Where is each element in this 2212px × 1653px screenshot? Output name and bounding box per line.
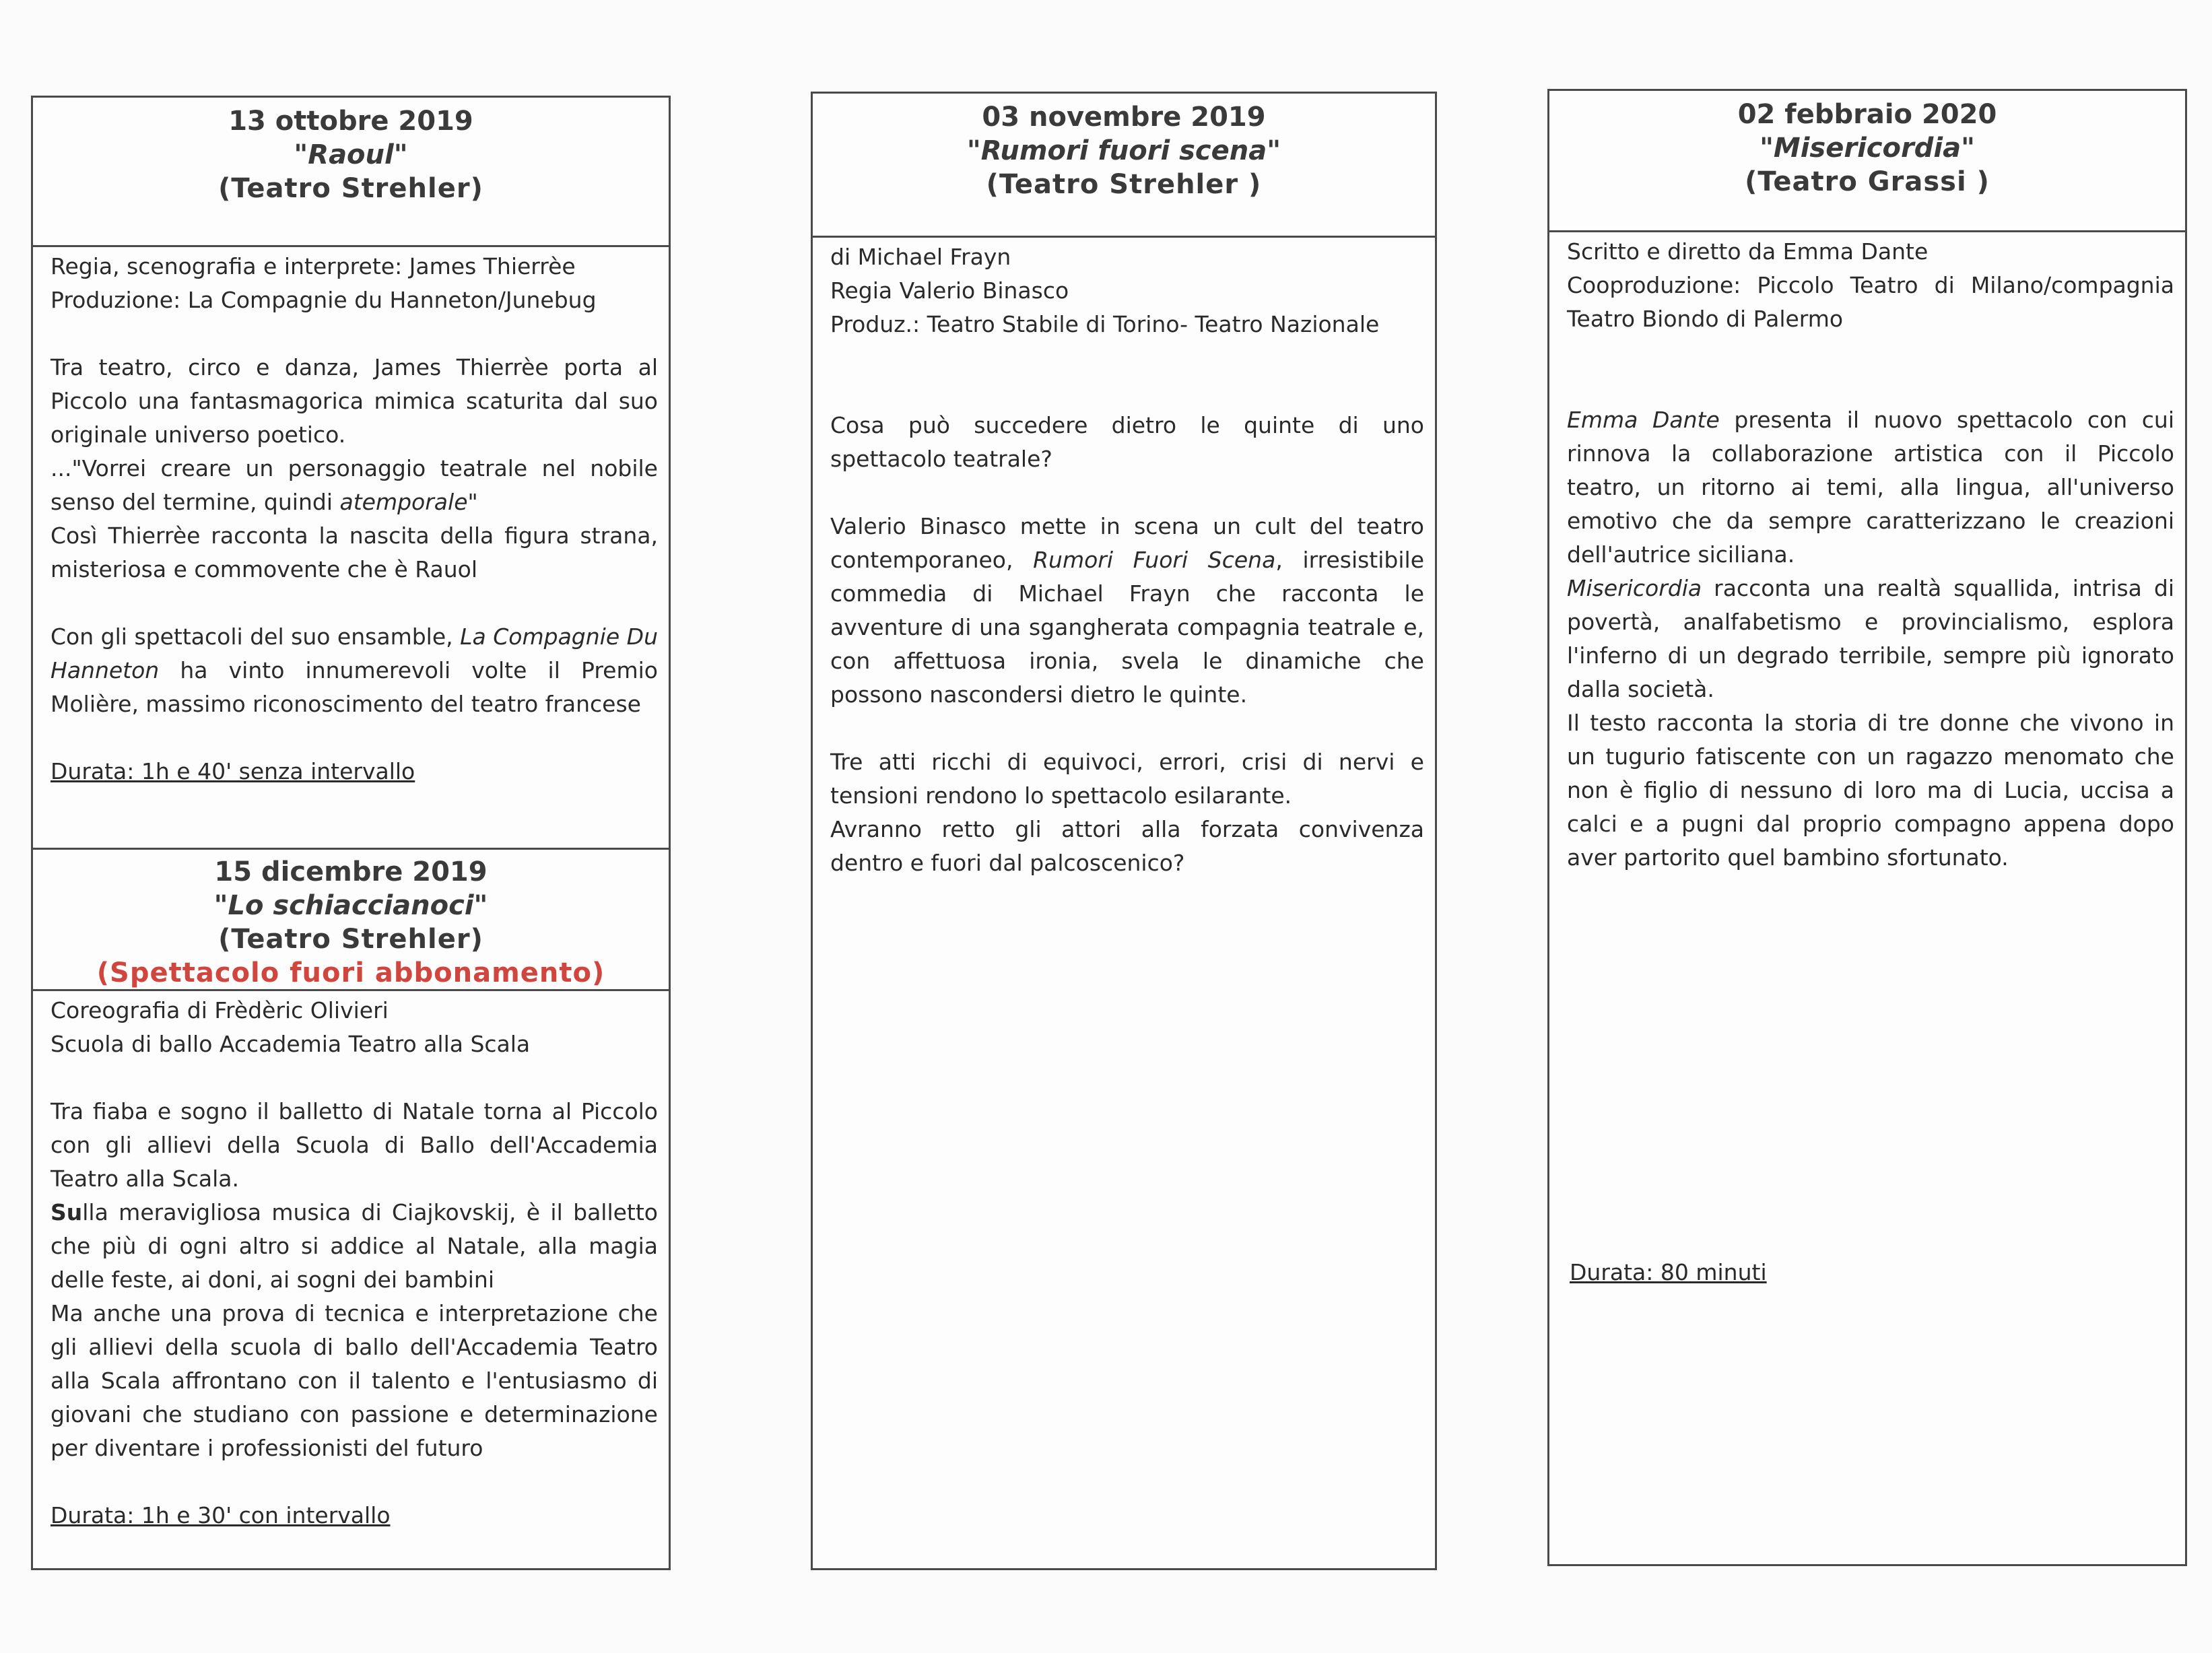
event-body-misericordia bbox=[1549, 232, 2185, 1555]
column-left bbox=[31, 96, 671, 1570]
event-paragraph: Sulla meravigliosa musica di Ciajkovskij, è il balletto che più di ogni altro si addice al Natale, alla magia delle feste, ai doni, ai sogni dei bambini bbox=[51, 1199, 658, 1293]
event-venue: (Teatro Grassi ) bbox=[1745, 166, 1990, 197]
event-title: "Raoul" bbox=[294, 139, 408, 170]
event-header-raoul bbox=[33, 98, 669, 247]
event-date: 15 dicembre 2019 bbox=[214, 856, 488, 887]
event-paragraph: Valerio Binasco mette in scena un cult del teatro contemporaneo, Rumori Fuori Scena, irresistibile commedia di Michael Frayn che racconta le avventure di una sgangherata compagnia teatrale e, con affettuosa ironia, svela le dinamiche che possono nascondersi dietro le quinte. bbox=[830, 513, 1425, 708]
event-credit: Regia, scenografia e interprete: James Thierrèe bbox=[51, 253, 576, 279]
column-right bbox=[1547, 89, 2187, 1566]
event-note: (Spettacolo fuori abbonamento) bbox=[96, 957, 605, 988]
event-venue: (Teatro Strehler) bbox=[218, 924, 483, 955]
event-paragraph: ..."Vorrei creare un personaggio teatrale nel nobile senso del termine, quindi atemporale" bbox=[51, 455, 658, 515]
event-paragraph: Avranno retto gli attori alla forzata convivenza dentro e fuori dal palcoscenico? bbox=[830, 816, 1424, 876]
event-paragraph: Misericordia racconta una realtà squallida, intrisa di povertà, analfabetismo e provincialismo, esplora l'inferno di un degrado terribile, sempre più ignorato dalla società. bbox=[1567, 575, 2174, 702]
event-credit: Produz.: Teatro Stabile di Torino- Teatro Nazionale bbox=[830, 311, 1380, 337]
event-body-raoul bbox=[33, 247, 669, 850]
event-credit: Scuola di ballo Accademia Teatro alla Scala bbox=[51, 1031, 531, 1057]
event-date: 03 novembre 2019 bbox=[982, 102, 1266, 133]
event-paragraph: Il testo racconta la storia di tre donne che vivono in un tugurio fatiscente con un ragazzo menomato che non è figlio di nessuno di loro ma di Lucia, uccisa a calci e a pugni dal proprio compagno appena dopo aver partorito quel bambino sfortunato. bbox=[1567, 710, 2174, 871]
event-credit: Regia Valerio Binasco bbox=[830, 277, 1069, 304]
event-venue: (Teatro Strehler ) bbox=[986, 169, 1262, 200]
event-title: "Misericordia" bbox=[1759, 133, 1975, 164]
event-header-schiaccianoci bbox=[33, 850, 669, 991]
event-header-misericordia bbox=[1549, 91, 2185, 232]
event-duration: Durata: 1h e 40' senza intervallo bbox=[51, 758, 415, 784]
event-paragraph: Tra fiaba e sogno il balletto di Natale torna al Piccolo con gli allievi della Scuola di Ballo dell'Accademia Teatro alla Scala. bbox=[51, 1098, 658, 1192]
event-paragraph: Cosa può succedere dietro le quinte di uno spettacolo teatrale? bbox=[830, 412, 1424, 472]
column-middle bbox=[811, 92, 1437, 1570]
event-date: 02 febbraio 2020 bbox=[1737, 99, 1997, 130]
event-paragraph: Ma anche una prova di tecnica e interpretazione che gli allievi della scuola di ballo dell'Accademia Teatro alla Scala affrontano con il talento e l'entusiasmo di giovani che studiano con passione e determinazione per diventare i professionisti del futuro bbox=[51, 1300, 658, 1461]
event-duration: Durata: 1h e 30' con intervallo bbox=[51, 1502, 391, 1528]
event-credit: di Michael Frayn bbox=[830, 244, 1011, 270]
event-title: "Rumori fuori scena" bbox=[966, 135, 1281, 166]
event-body-rumori bbox=[813, 238, 1435, 880]
event-venue: (Teatro Strehler) bbox=[218, 173, 483, 204]
event-paragraph: Tra teatro, circo e danza, James Thierrèe porta al Piccolo una fantasmagorica mimica scaturita dal suo originale universo poetico. bbox=[51, 354, 658, 448]
event-title: "Lo schiaccianoci" bbox=[213, 890, 488, 921]
event-paragraph: Con gli spettacoli del suo ensamble, La Compagnie Du Hanneton ha vinto innumerevoli volte il Premio Molière, massimo riconoscimento del teatro francese bbox=[51, 623, 658, 717]
event-date: 13 ottobre 2019 bbox=[228, 106, 473, 137]
event-paragraph: Emma Dante presenta il nuovo spettacolo con cui rinnova la collaborazione artistica con il Piccolo teatro, un ritorno ai temi, alla lingua, all'universo emotivo che da sempre caratterizzano le creazioni dell'autrice siciliana. bbox=[1567, 407, 2174, 568]
event-credit: Cooproduzione: Piccolo Teatro di Milano/compagnia Teatro Biondo di Palermo bbox=[1567, 272, 2174, 332]
event-paragraph: Così Thierrèe racconta la nascita della figura strana, misteriosa e commovente che è Rauol bbox=[51, 522, 658, 582]
event-credit: Coreografia di Frèdèric Olivieri bbox=[51, 997, 389, 1023]
event-credit: Scritto e diretto da Emma Dante bbox=[1567, 238, 1929, 265]
event-duration: Durata: 80 minuti bbox=[1570, 1259, 1767, 1285]
event-body-schiaccianoci bbox=[33, 991, 669, 1532]
event-credit: Produzione: La Compagnie du Hanneton/Junebug bbox=[51, 287, 597, 313]
event-paragraph: Tre atti ricchi di equivoci, errori, crisi di nervi e tensioni rendono lo spettacolo esilarante. bbox=[830, 749, 1424, 809]
event-header-rumori bbox=[813, 94, 1435, 238]
